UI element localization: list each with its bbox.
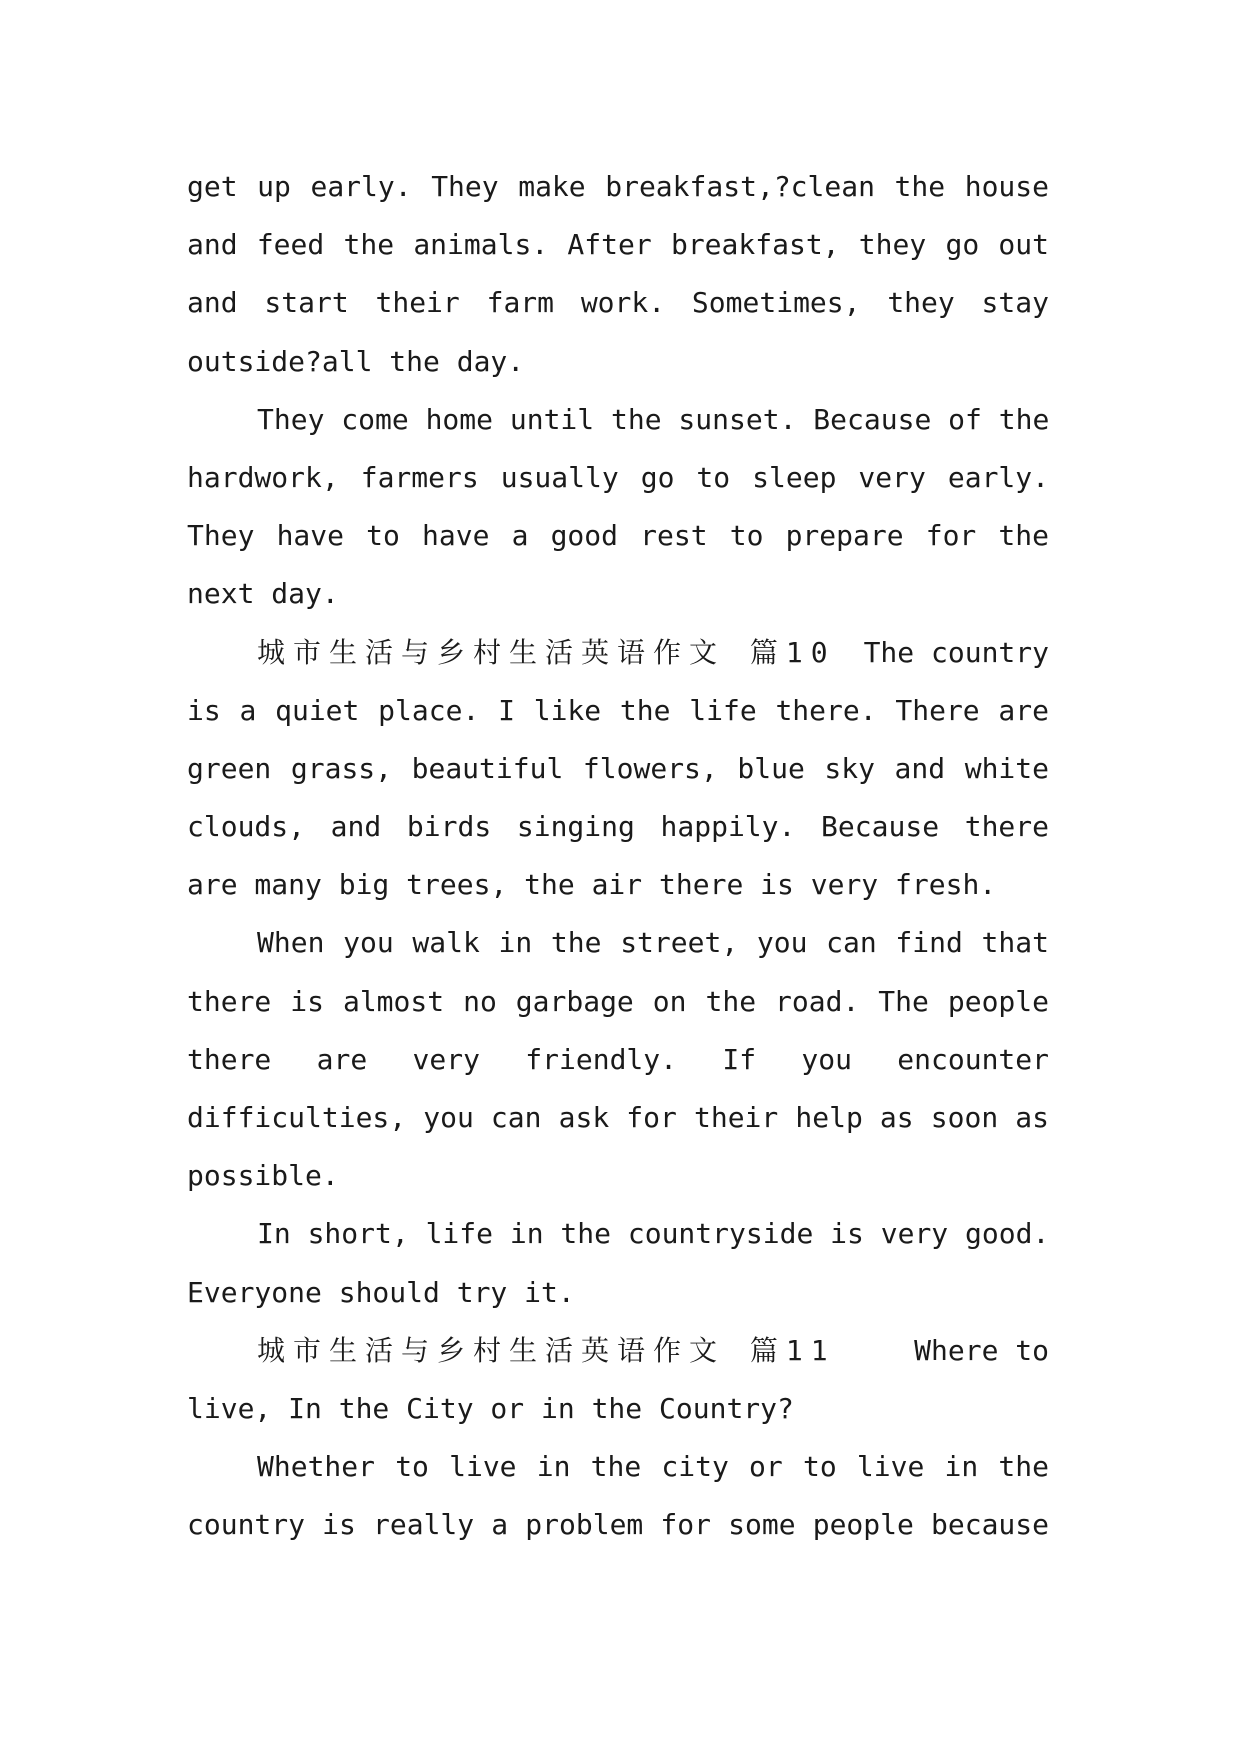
- text-line: get up early. They make breakfast,?clean the house: [187, 170, 1049, 203]
- text-line: and start their farm work. Sometimes, they stay: [187, 286, 1049, 320]
- section-heading-line: [187, 1322, 1049, 1380]
- text-line: possible.: [187, 1159, 339, 1193]
- text-line: green grass, beautiful flowers, blue sky and white: [187, 751, 1049, 785]
- section-heading: 城市生活与乡村生活英语作文 篇11: [257, 1333, 836, 1367]
- text-line: are many big trees, the air there is very fresh.: [187, 868, 997, 902]
- section-heading: 城市生活与乡村生活英语作文 篇10: [257, 635, 836, 669]
- text-line: They come home until the sunset. Because of the: [257, 402, 1050, 436]
- heading-tail-text: Where to: [914, 1333, 1049, 1367]
- text-line: When you walk in the street, you can find that: [257, 926, 1049, 960]
- text-line: hardwork, farmers usually go to sleep very early.: [187, 460, 1049, 494]
- text-line: Whether to live in the city or to live in the: [257, 1450, 1049, 1484]
- section-heading-line: [187, 624, 1049, 682]
- text-line: next day.: [187, 577, 339, 611]
- text-line: live, In the City or in the Country?: [187, 1391, 794, 1425]
- text-line: clouds, and birds singing happily. Because there: [187, 810, 1049, 844]
- text-line: outside?all the day.: [187, 344, 525, 378]
- text-line: They have to have a good rest to prepare for the: [187, 519, 1049, 553]
- text-line: difficulties, you can ask for their help as soon as: [187, 1101, 1049, 1134]
- text-line: is a quiet place. I like the life there. There are: [187, 693, 1049, 727]
- text-line: country is really a problem for some people because: [187, 1508, 1049, 1542]
- text-line: Everyone should try it.: [187, 1275, 575, 1309]
- essay-text: [187, 158, 1049, 1555]
- text-line: there are very friendly. If you encounter: [187, 1042, 1049, 1076]
- text-line: and feed the animals. After breakfast, they go out: [187, 228, 1049, 262]
- text-line: there is almost no garbage on the road. The people: [187, 984, 1049, 1018]
- heading-tail-text: The country: [863, 635, 1049, 669]
- text-line: In short, life in the countryside is very good.: [257, 1217, 1050, 1251]
